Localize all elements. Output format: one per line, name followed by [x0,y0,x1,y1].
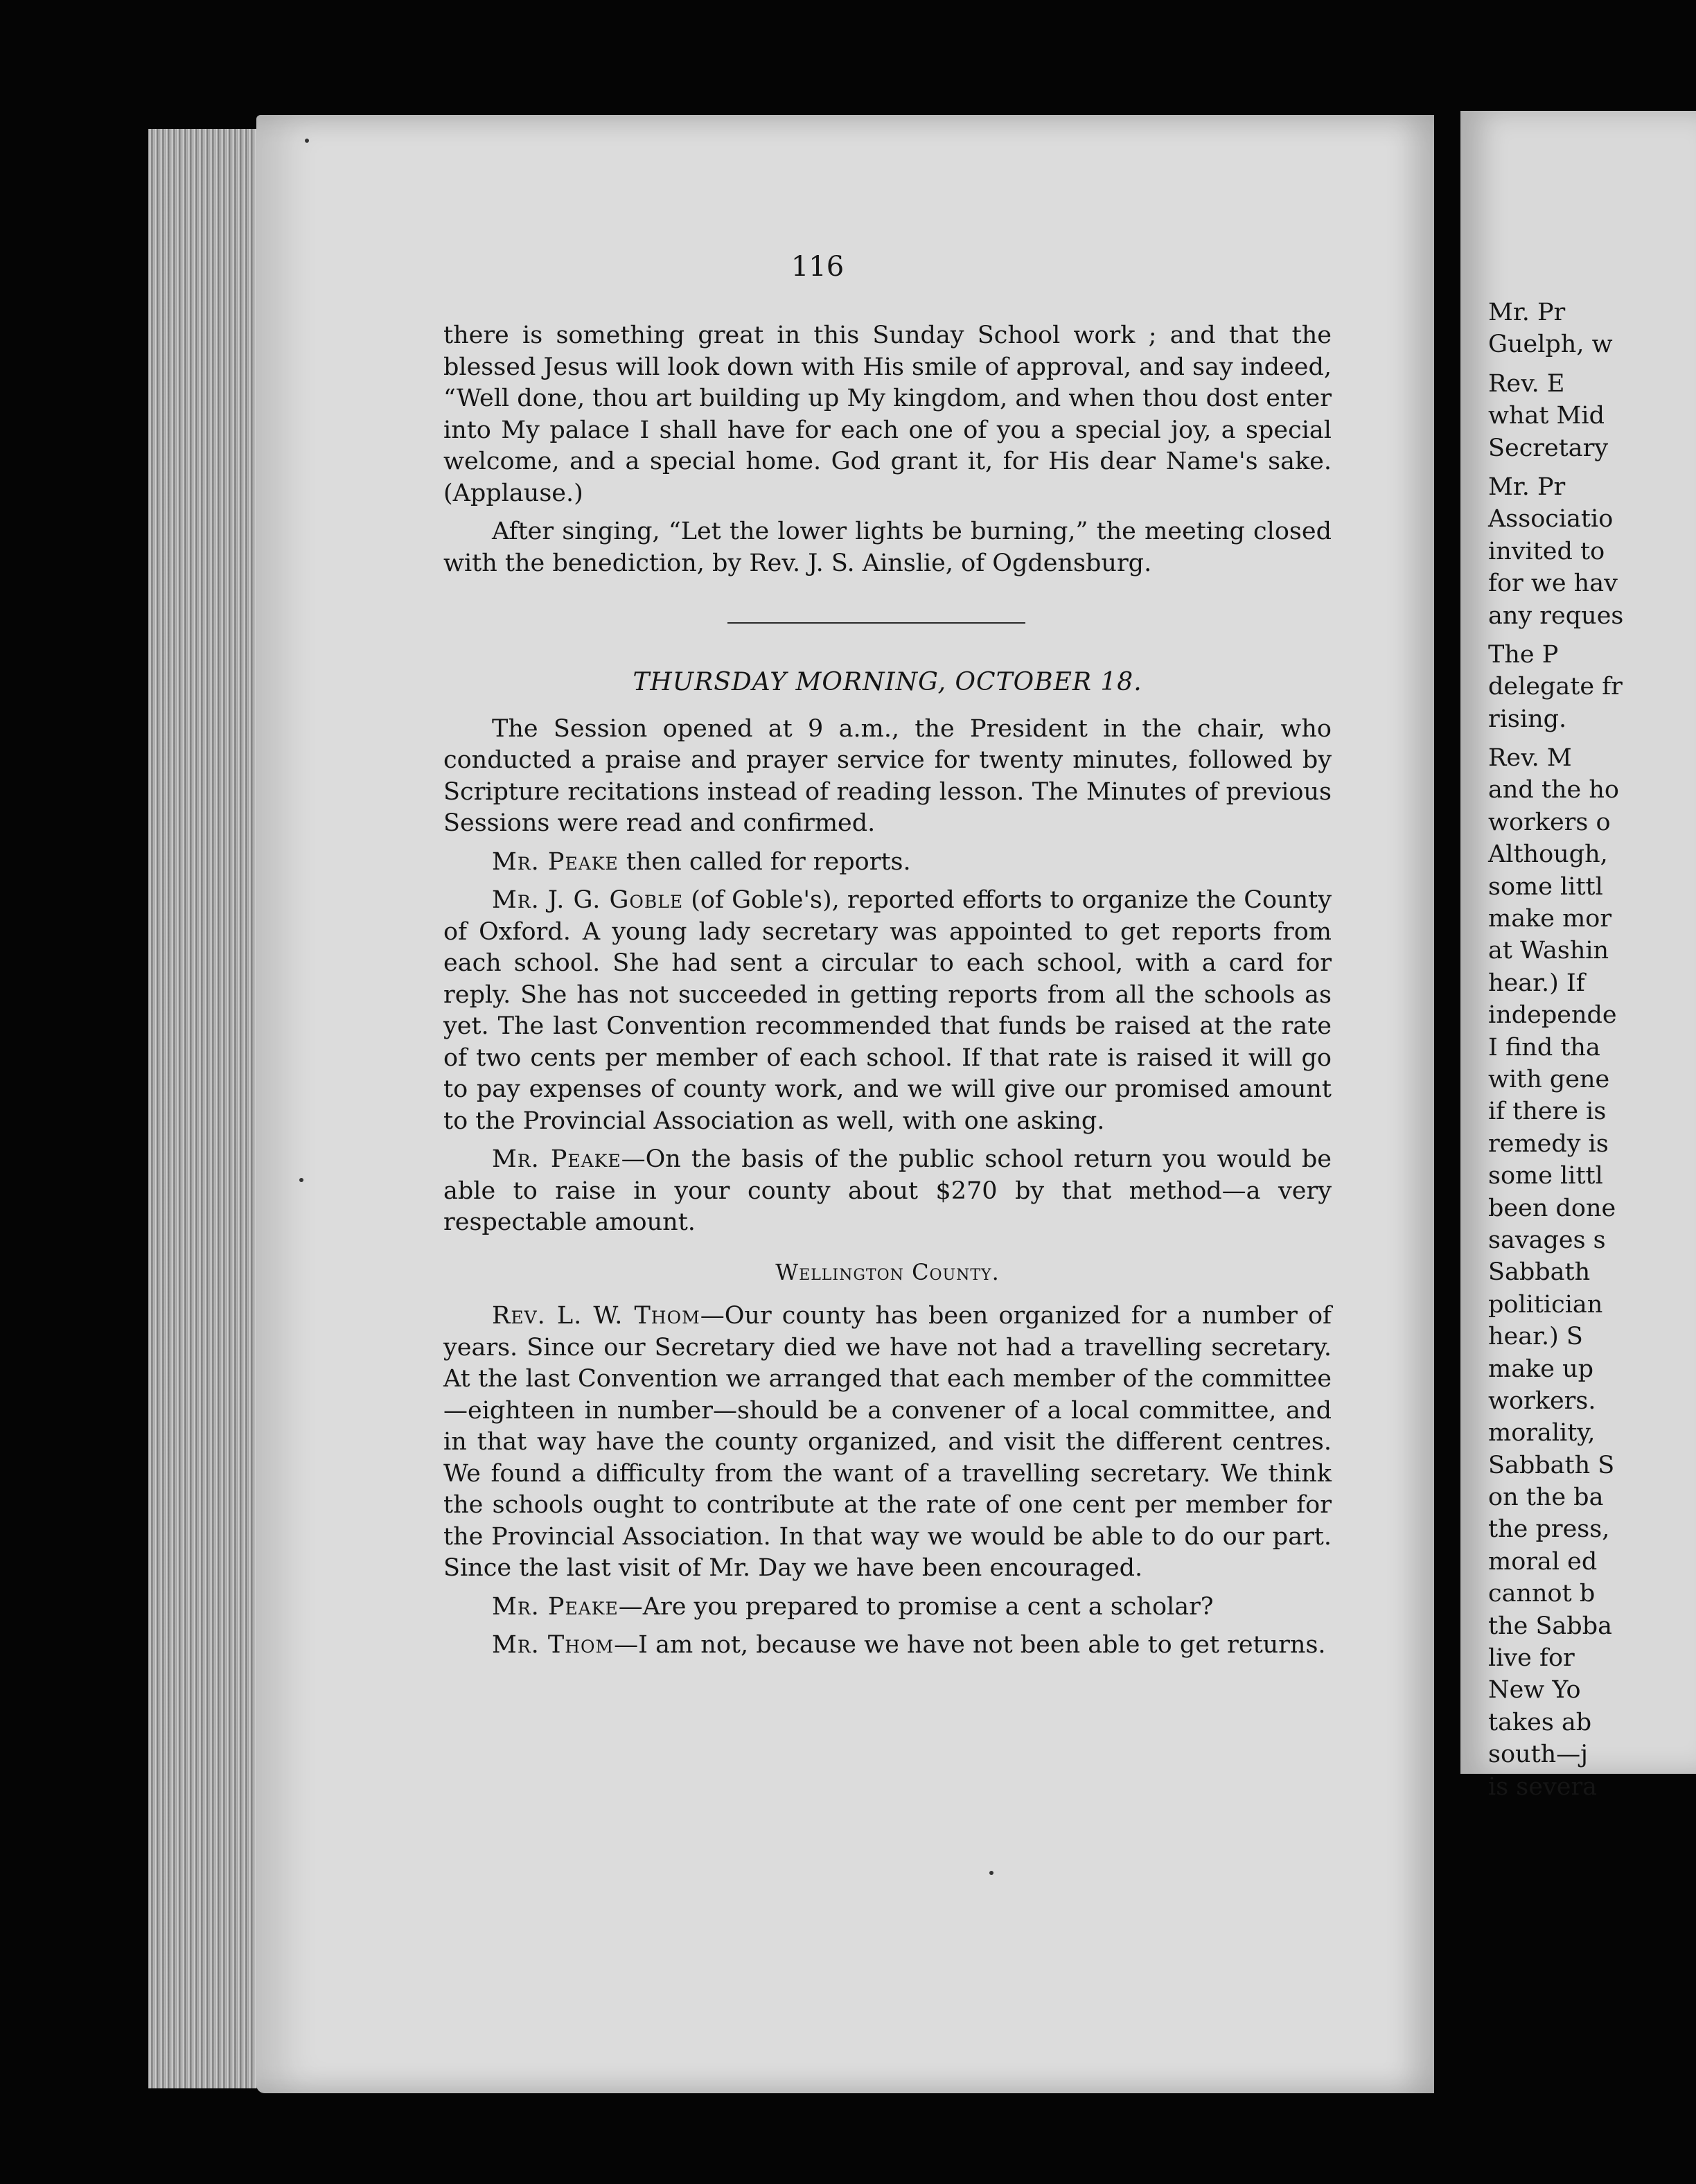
right-page-line: The P [1488,640,1559,669]
right-page-line: moral ed [1488,1547,1598,1576]
right-page-line: rising. [1488,705,1567,733]
right-page-line: what Mid [1488,402,1605,430]
right-page-line: workers. [1488,1386,1596,1415]
speaker-name: Mr. J. G. Goble [492,886,684,914]
speaker-name: Mr. Thom [492,1631,615,1659]
right-page-line: hear.) If [1488,969,1585,997]
right-page-line: for we hav [1488,570,1618,598]
right-page-line: the press, [1488,1515,1610,1544]
paragraph-closing-remarks: there is something great in this Sunday School work ; and that the blessed Jesus will look down with His smile of approval, and say indeed, “Well done, thou art building up My kingdom, and when thou dost enter into My palace I shall have for each one of you a special joy, a special welcome, and a special home. God grant it, for His dear Name's sake. (Applause.) [443,322,1332,507]
right-page-line: remedy is [1488,1129,1609,1158]
paragraph-session-opened: The Session opened at 9 a.m., the President in the chair, who conducted a praise and prayer service for twenty minutes, followed by Scripture recitations instead of reading lesson. The Minutes of previous Sessions were read and confirmed. [443,714,1332,837]
right-page-text [1488,297,1696,1803]
right-page-line: the Sabba [1488,1612,1612,1640]
section-divider [727,622,1025,624]
right-page-line: New Yo [1488,1676,1581,1705]
right-page-line: Mr. Pr [1488,473,1566,501]
speech-text: —On the basis of the public school return you would be able to raise in your county about $270 by that method—a very respectable amount. [443,1145,1332,1236]
right-page-line: Guelph, w [1488,331,1613,359]
speaker-name: Mr. Peake [492,1145,621,1173]
speech-text: (of Goble's), reported efforts to organize the County of Oxford. A young lady secretary was appointed to get reports from each school. She had sent a circular to each school, with a card for reply. She has not succeeded in getting reports from all the schools as yet. The last Convention recommended that funds be raised at the rate of two cents per member of each school. If that rate is raised it will go to pay expenses of county work, and we will give our promised amount to the Provincial Association as well, with one asking. [443,886,1332,1135]
right-page-line: Rev. M [1488,744,1572,773]
paragraph-benediction: After singing, “Let the lower lights be burning,” the meeting closed with the benediction, by Rev. J. S. Ainslie, of Ogdensburg. [443,518,1332,577]
speck [305,139,309,143]
right-page-line: Associatio [1488,505,1614,534]
paragraph-goble-report [443,885,1332,1137]
right-page-line: delegate fr [1488,673,1623,701]
right-page-line: south—j [1488,1741,1589,1769]
right-page-line: and the ho [1488,776,1619,804]
right-page-line: I find tha [1488,1033,1600,1062]
right-page-line: Sabbath [1488,1258,1591,1287]
paragraph-thom-answer [443,1630,1332,1662]
right-page-line: workers o [1488,808,1611,836]
right-page-line: any reques [1488,601,1624,630]
paragraph-peake-reports [443,847,1332,879]
paragraph-thom-report [443,1301,1332,1585]
book-page-edges [148,129,270,2088]
section-heading: THURSDAY MORNING, OCTOBER 18. [633,668,1142,696]
right-page-line: cannot b [1488,1580,1596,1608]
right-page-line: some littl [1488,872,1603,901]
right-page-line: morality, [1488,1419,1596,1447]
right-page-line: if there is [1488,1098,1607,1126]
speech-text: —Are you prepared to promise a cent a scholar? [618,1592,1214,1621]
right-page-line: invited to [1488,537,1605,565]
speech-text: —Our county has been organized for a number of years. Since our Secretary died we have not had a travelling secretary. At the last Convention we arranged that each member of the committee—eighteen in number—should be a convener of a local committee, and in that way have the county organized, and visit the different centres. We found a difficulty from the want of a travelling secretary. We think the schools ought to contribute at the rate of one cent per member for the Provincial Association. In that way we would be able to do our part. Since the last visit of Mr. Day we have been encouraged. [443,1302,1332,1582]
right-page-line: Rev. E [1488,369,1565,398]
right-page-line: Mr. Pr [1488,299,1566,326]
speck [299,1178,303,1182]
right-page-line: Although, [1488,840,1608,869]
speaker-name: Mr. Peake [492,1592,619,1621]
right-page-line: make up [1488,1355,1594,1383]
page-number: 116 [790,251,845,283]
right-page-line: on the ba [1488,1483,1604,1512]
right-page-line: Sabbath S [1488,1451,1615,1479]
right-page-line: live for [1488,1644,1575,1673]
right-page-line: been done [1488,1194,1616,1222]
speech-text: then called for reports. [618,847,911,876]
sub-heading-wellington: Wellington County. [775,1258,1000,1285]
right-page-line: is severa [1488,1772,1598,1801]
paragraph-peake-response [443,1144,1332,1239]
right-page-line: politician [1488,1290,1603,1319]
paragraph-peake-question [443,1592,1332,1623]
speaker-name: Rev. L. W. Thom [492,1302,700,1330]
right-page-line: savages s [1488,1226,1606,1254]
speaker-name: Mr. Peake [492,847,619,876]
right-page-line: Secretary [1488,434,1609,462]
speck [989,1871,993,1875]
right-page-line: independe [1488,1001,1617,1030]
right-page-line: some littl [1488,1162,1603,1190]
right-page-line: make mor [1488,905,1612,933]
speech-text: —I am not, because we have not been able to get returns. [614,1631,1326,1659]
right-page-line: at Washin [1488,937,1609,965]
left-page-text [443,320,1332,1668]
right-page-line: hear.) S [1488,1323,1583,1351]
right-page-line: with gene [1488,1065,1610,1093]
right-page-line: takes ab [1488,1708,1592,1736]
